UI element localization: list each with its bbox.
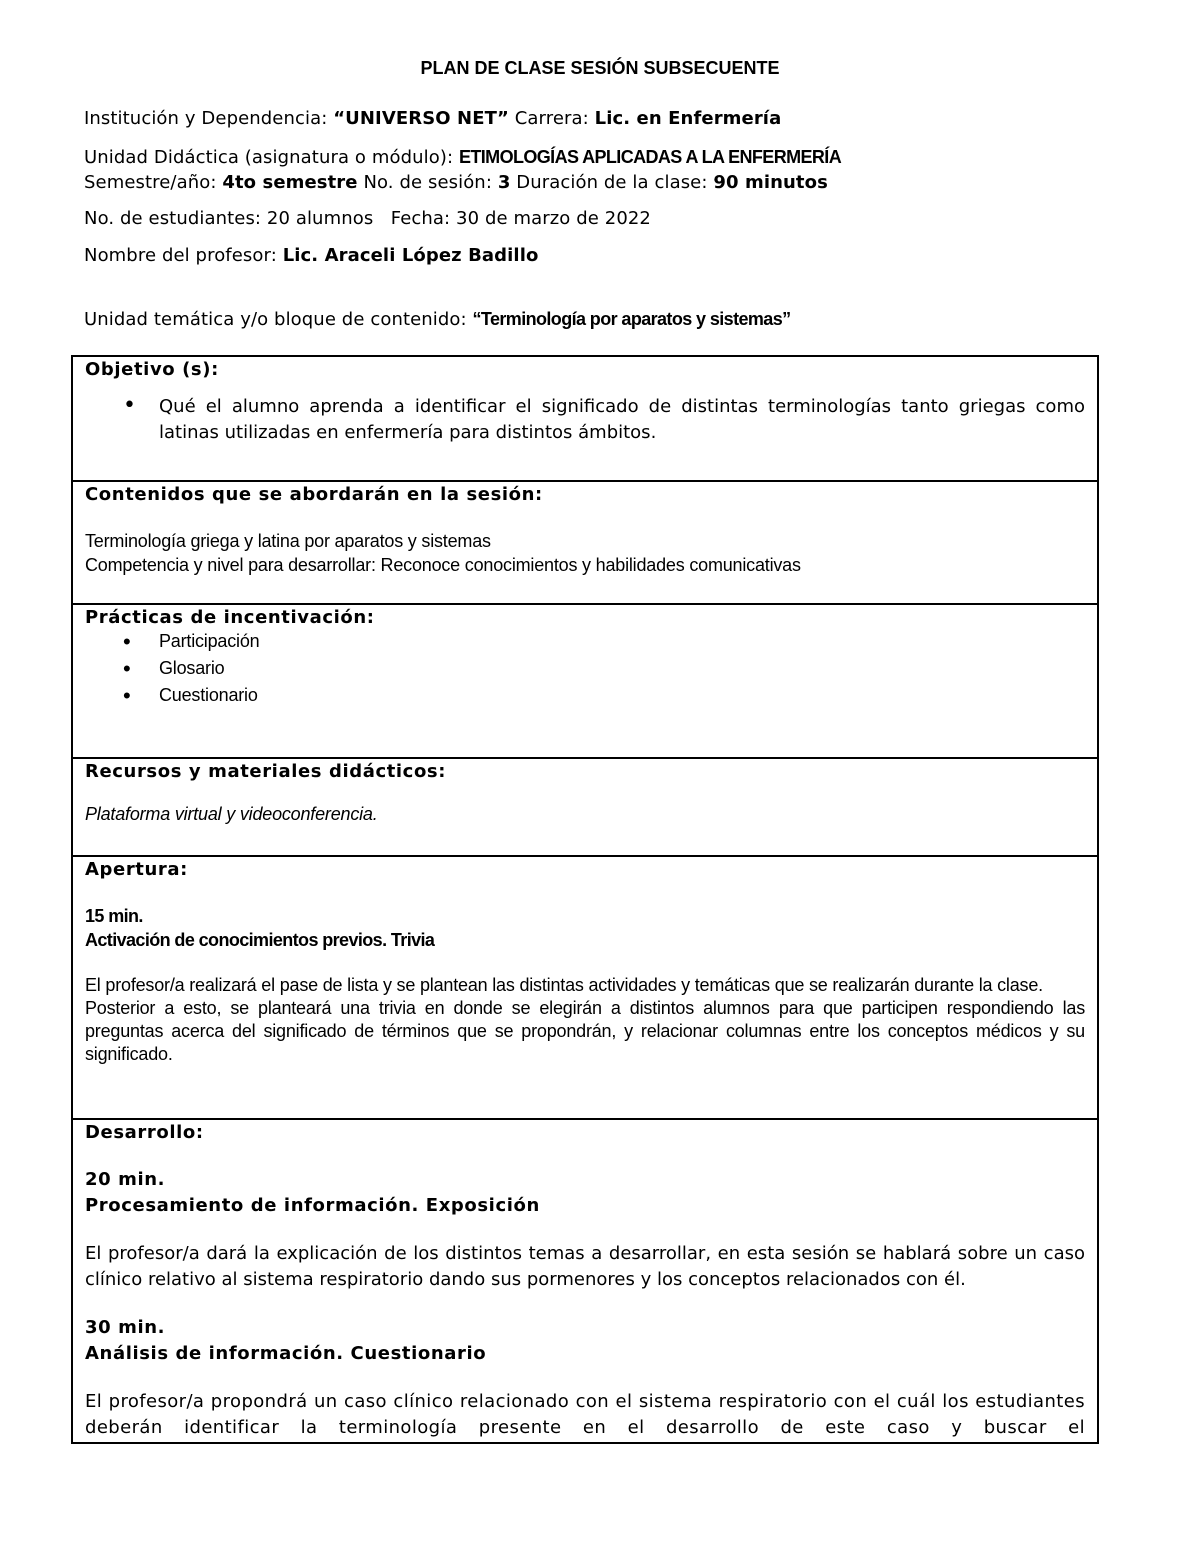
practicas-list xyxy=(85,628,1085,709)
semestre-value: 4to semestre xyxy=(222,172,358,193)
desarrollo-time-2: 30 min. xyxy=(85,1317,166,1338)
apertura-paragraph-1: El profesor/a realizará el pase de lista y se plantean las distintas actividades y temáticas que se realizarán durante la clase. xyxy=(85,975,1043,995)
practicas-row xyxy=(72,604,1098,758)
recursos-text: Plataforma virtual y videoconferencia. xyxy=(85,804,378,824)
practicas-cell xyxy=(72,604,1098,758)
contenidos-row xyxy=(72,481,1098,604)
apertura-time: 15 min. xyxy=(85,906,143,926)
apertura-row xyxy=(72,856,1098,1119)
desarrollo-subtitle-1: Procesamiento de información. Exposición xyxy=(85,1195,540,1216)
desarrollo-subtitle-2: Análisis de información. Cuestionario xyxy=(85,1343,487,1364)
bloque-line xyxy=(84,309,791,330)
carrera-label: Carrera: xyxy=(514,108,589,129)
duracion-value: 90 minutos xyxy=(713,172,828,193)
sesion-label: No. de sesión: xyxy=(363,172,492,193)
document-title: PLAN DE CLASE SESIÓN SUBSECUENTE xyxy=(420,58,780,78)
apertura-heading: Apertura: xyxy=(85,859,188,880)
unidad-label: Unidad Didáctica (asignatura o módulo): xyxy=(84,147,454,168)
apertura-subtitle: Activación de conocimientos previos. Trivia xyxy=(85,930,435,950)
practicas-item: • Cuestionario xyxy=(85,682,1085,709)
objetivo-heading: Objetivo (s): xyxy=(85,359,219,380)
desarrollo-time-1: 20 min. xyxy=(85,1169,166,1190)
desarrollo-cell xyxy=(72,1119,1098,1443)
unidad-value: ETIMOLOGÍAS APLICADAS A LA ENFERMERÍA xyxy=(458,147,842,167)
desarrollo-paragraph-1: El profesor/a dará la explicación de los distintos temas a desarrollar, en esta sesión se hablará sobre un caso clínico relativo al sistema respiratorio dando sus pormenores y los conceptos relacionados con él. xyxy=(85,1243,1085,1290)
contenidos-cell xyxy=(72,481,1098,604)
estudiantes-text: No. de estudiantes: 20 alumnos xyxy=(84,208,374,229)
practicas-item: • Participación xyxy=(85,628,1085,655)
semestre-label: Semestre/año: xyxy=(84,172,217,193)
institucion-value: “UNIVERSO NET” xyxy=(333,108,509,129)
objetivo-row xyxy=(72,356,1098,481)
apertura-paragraph-2: Posterior a esto, se planteará una trivia en donde se elegirán a distintos alumnos para que participen respondiendo las preguntas acerca del significado de términos que se propondrán, y relacionar columnas entre los conceptos médicos y su significado. xyxy=(85,998,1085,1064)
carrera-value: Lic. en Enfermería xyxy=(594,108,782,129)
desarrollo-paragraph-2: El profesor/a propondrá un caso clínico relacionado con el sistema respiratorio con el cuál los estudiantes deberán identificar la terminología presente en el desarrollo de este caso y buscar el xyxy=(85,1391,1085,1438)
plan-table xyxy=(71,355,1099,1444)
recursos-heading: Recursos y materiales didácticos: xyxy=(85,761,447,782)
desarrollo-row xyxy=(72,1119,1098,1443)
semestre-line xyxy=(84,172,828,193)
unidad-line xyxy=(84,147,841,168)
practicas-item: • Glosario xyxy=(85,655,1085,682)
apertura-cell xyxy=(72,856,1098,1119)
profesor-line xyxy=(84,245,538,266)
sesion-value: 3 xyxy=(497,172,511,193)
institucion-line xyxy=(84,108,781,129)
bloque-value: “Terminología por aparatos y sistemas” xyxy=(472,309,791,329)
institucion-label: Institución y Dependencia: xyxy=(84,108,328,129)
recursos-row xyxy=(72,758,1098,856)
contenidos-heading: Contenidos que se abordarán en la sesión: xyxy=(85,484,543,505)
bloque-label: Unidad temática y/o bloque de contenido: xyxy=(84,309,467,330)
desarrollo-heading: Desarrollo: xyxy=(85,1122,204,1143)
objetivo-list xyxy=(85,394,1085,446)
estudiantes-line xyxy=(84,208,651,229)
profesor-value: Lic. Araceli López Badillo xyxy=(282,245,539,266)
objetivo-cell xyxy=(72,356,1098,481)
contenidos-line-2: Competencia y nivel para desarrollar: Reconoce conocimientos y habilidades comunicativas xyxy=(85,555,801,575)
objetivo-bullet: • Qué el alumno aprenda a identificar el significado de distintas terminologías tanto griegas como latinas utilizadas en enfermería para distintos ámbitos. xyxy=(85,394,1085,446)
contenidos-line-1: Terminología griega y latina por aparatos y sistemas xyxy=(85,531,491,551)
fecha-text: Fecha: 30 de marzo de 2022 xyxy=(390,208,651,229)
duracion-label: Duración de la clase: xyxy=(516,172,708,193)
recursos-cell xyxy=(72,758,1098,856)
practicas-heading: Prácticas de incentivación: xyxy=(85,607,375,628)
profesor-label: Nombre del profesor: xyxy=(84,245,277,266)
